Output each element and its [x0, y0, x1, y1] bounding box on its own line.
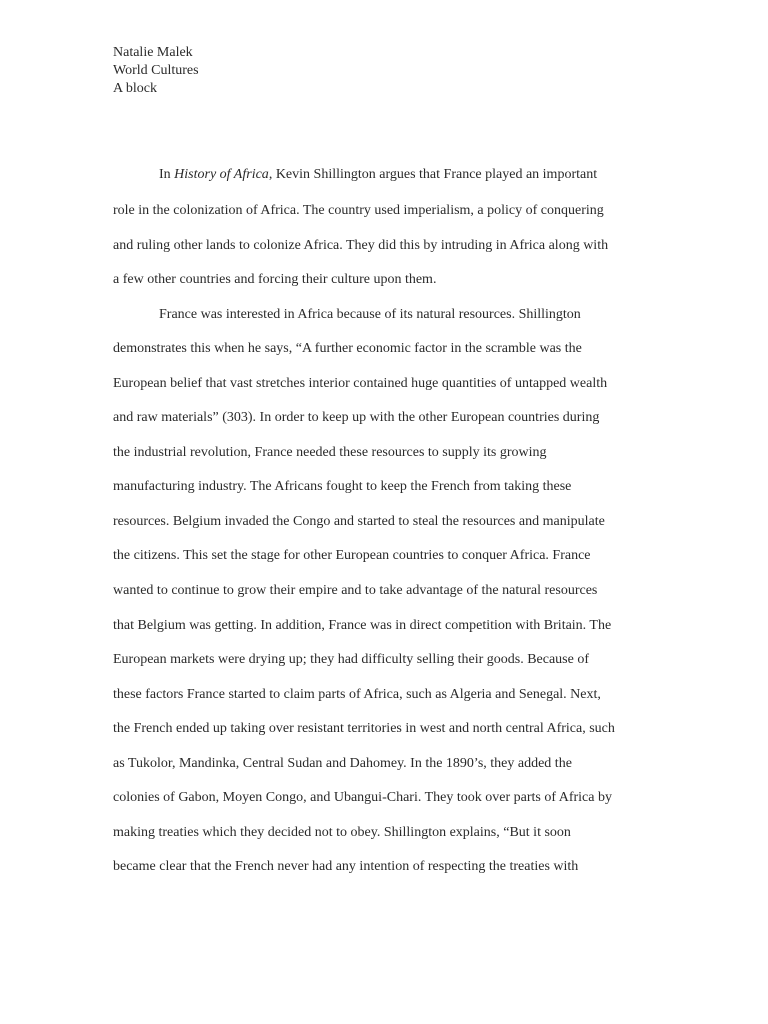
- intro-text: In: [159, 167, 175, 182]
- body-line: making treaties which they decided not to obey. Shillington explains, “But it soon: [113, 825, 571, 840]
- body-line: role in the colonization of Africa. The country used imperialism, a policy of conquering: [113, 203, 604, 218]
- body-line: the industrial revolution, France needed these resources to supply its growing: [113, 445, 547, 460]
- body-line: as Tukolor, Mandinka, Central Sudan and Dahomey. In the 1890’s, they added the: [113, 756, 572, 771]
- paragraph-1-first-line: [159, 166, 597, 184]
- body-line: these factors France started to claim parts of Africa, such as Algeria and Senegal. Next,: [113, 687, 601, 702]
- paragraph-2-first-line: France was interested in Africa because of its natural resources. Shillington: [159, 307, 581, 322]
- class-block: A block: [113, 81, 157, 96]
- author-name: Natalie Malek: [113, 45, 193, 60]
- body-line: became clear that the French never had any intention of respecting the treaties with: [113, 859, 579, 874]
- body-line: resources. Belgium invaded the Congo and started to steal the resources and manipulate: [113, 514, 605, 529]
- document-header: [113, 44, 199, 98]
- body-line: the French ended up taking over resistant territories in west and north central Africa, such: [113, 721, 615, 736]
- body-line: that Belgium was getting. In addition, France was in direct competition with Britain. The: [113, 618, 612, 633]
- body-line: European belief that vast stretches interior contained huge quantities of untapped wealth: [113, 376, 608, 391]
- book-title: History of Africa: [174, 167, 269, 182]
- body-line: colonies of Gabon, Moyen Congo, and Ubangui-Chari. They took over parts of Africa by: [113, 790, 612, 805]
- course-name: World Cultures: [113, 63, 199, 78]
- intro-rest: , Kevin Shillington argues that France played an important: [268, 167, 598, 182]
- body-line: European markets were drying up; they had difficulty selling their goods. Because of: [113, 652, 589, 667]
- body-line: demonstrates this when he says, “A further economic factor in the scramble was the: [113, 341, 582, 356]
- body-line: the citizens. This set the stage for other European countries to conquer Africa. France: [113, 548, 591, 563]
- body-line: and ruling other lands to colonize Africa. They did this by intruding in Africa along with: [113, 238, 609, 253]
- body-line: a few other countries and forcing their culture upon them.: [113, 272, 437, 287]
- body-line: and raw materials” (303). In order to keep up with the other European countries during: [113, 410, 600, 425]
- body-line: manufacturing industry. The Africans fought to keep the French from taking these: [113, 479, 572, 494]
- body-line: wanted to continue to grow their empire and to take advantage of the natural resources: [113, 583, 598, 598]
